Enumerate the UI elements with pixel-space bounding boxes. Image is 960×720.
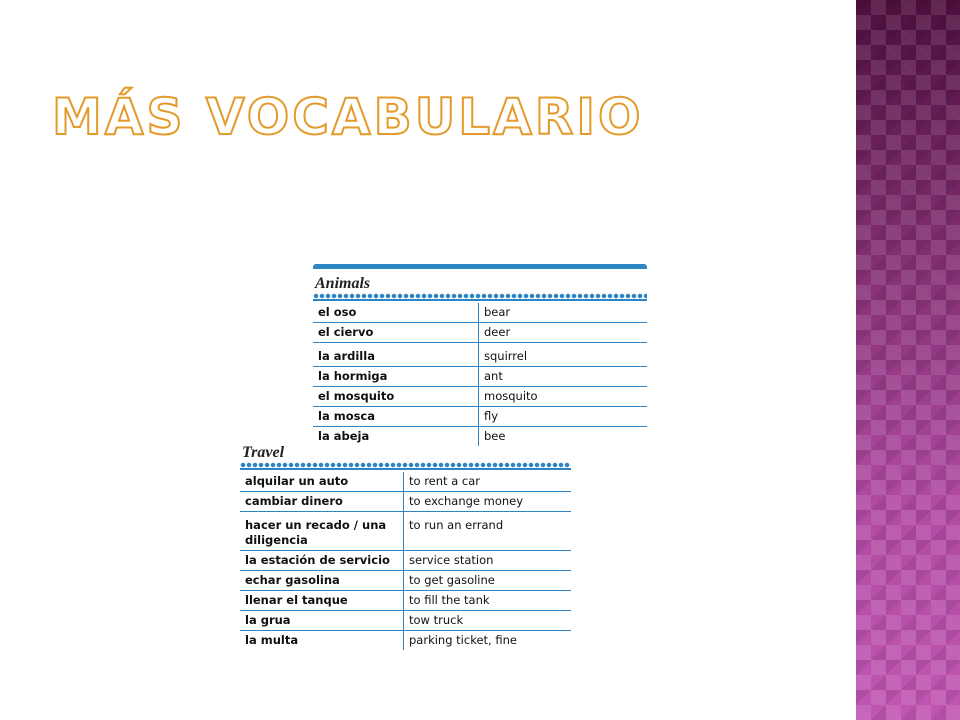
- table-row: [240, 492, 571, 512]
- spanish-term: la hormiga: [313, 367, 479, 387]
- decorative-side-panel: [856, 0, 960, 720]
- animals-vocab-table: [313, 264, 647, 446]
- english-term: bee: [484, 429, 506, 443]
- heading-divider: [313, 293, 647, 301]
- table-row: [240, 571, 571, 591]
- english-term: service station: [404, 551, 572, 571]
- spanish-term: llenar el tanque: [240, 591, 404, 611]
- table-row: [313, 303, 647, 323]
- table-row: [240, 591, 571, 611]
- travel-table: [240, 472, 571, 650]
- table-row: [240, 611, 571, 631]
- travel-vocab-table: [240, 444, 571, 650]
- spanish-term: el ciervo: [313, 323, 479, 343]
- spanish-term: hacer un recado / una diligencia: [240, 512, 404, 551]
- spanish-term: la mosca: [313, 407, 479, 427]
- english-term: mosquito: [479, 387, 648, 407]
- spanish-term: la abeja: [313, 427, 479, 447]
- table-row: [240, 472, 571, 492]
- table-row: [240, 551, 571, 571]
- english-term: to fill the tank: [404, 591, 572, 611]
- table-row: [313, 343, 647, 367]
- table-row: [240, 631, 571, 651]
- english-term: to get gasoline: [404, 571, 572, 591]
- english-term: parking ticket, fine: [409, 633, 517, 647]
- spanish-term: alquilar un auto: [240, 472, 404, 492]
- spanish-term: la estación de servicio: [240, 551, 404, 571]
- spanish-term: cambiar dinero: [240, 492, 404, 512]
- table-row: [313, 367, 647, 387]
- english-term: to rent a car: [404, 472, 572, 492]
- heading-divider: [240, 462, 571, 470]
- english-term: squirrel: [479, 343, 648, 367]
- table-row: [313, 387, 647, 407]
- english-term: ant: [479, 367, 648, 387]
- spanish-term: el mosquito: [313, 387, 479, 407]
- animals-table: [313, 303, 647, 446]
- page-title: MÁS VOCABULARIO: [52, 88, 644, 146]
- english-term: tow truck: [404, 611, 572, 631]
- english-term: bear: [479, 303, 648, 323]
- english-term: to exchange money: [404, 492, 572, 512]
- spanish-term: echar gasolina: [240, 571, 404, 591]
- english-term: to run an errand: [404, 512, 572, 551]
- english-term: deer: [479, 323, 648, 343]
- spanish-term: el oso: [313, 303, 479, 323]
- travel-heading: Travel: [242, 444, 285, 461]
- table-row: [240, 512, 571, 551]
- english-term: fly: [479, 407, 648, 427]
- table-row: [313, 407, 647, 427]
- spanish-term: la ardilla: [313, 343, 479, 367]
- spanish-term: la grua: [240, 611, 404, 631]
- table-row: [313, 323, 647, 343]
- animals-heading: Animals: [315, 275, 371, 292]
- spanish-term: la multa: [240, 631, 404, 651]
